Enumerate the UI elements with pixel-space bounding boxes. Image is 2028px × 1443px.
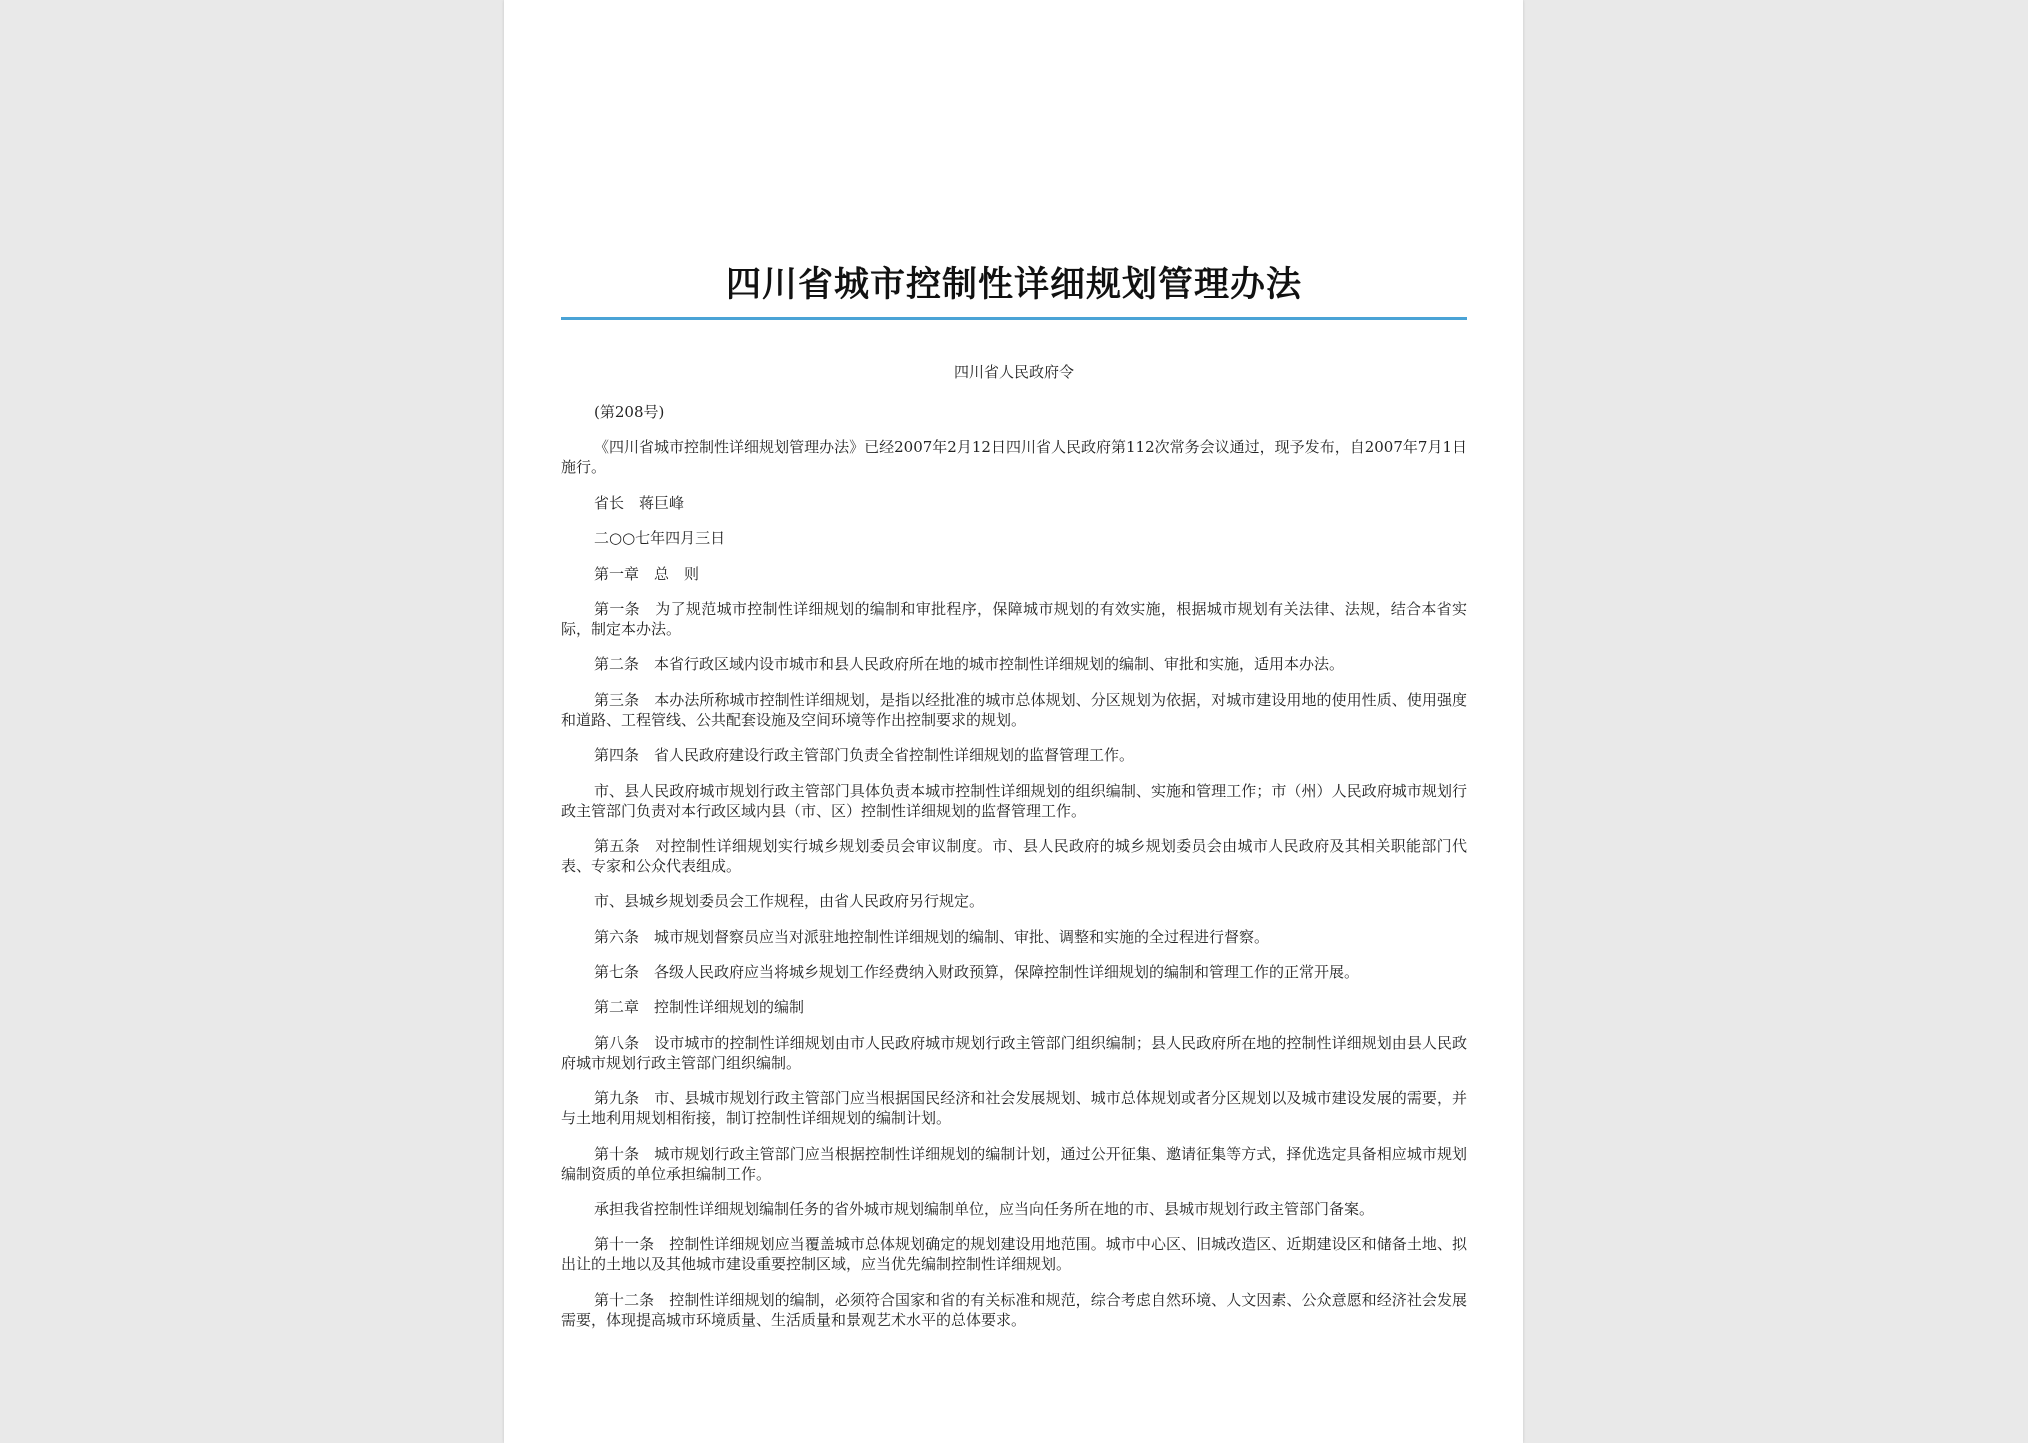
article-paragraph: 第十条 城市规划行政主管部门应当根据控制性详细规划的编制计划，通过公开征集、邀请征集等方式，择优选定具备相应城市规划编制资质的单位承担编制工作。: [561, 1144, 1467, 1183]
chapter-heading: 第一章 总 则: [594, 564, 700, 583]
article-paragraph: 市、县城乡规划委员会工作规程，由省人民政府另行规定。: [594, 892, 985, 911]
chapter-heading: 第二章 控制性详细规划的编制: [594, 998, 805, 1017]
article-paragraph: 第六条 城市规划督察员应当对派驻地控制性详细规划的编制、审批、调整和实施的全过程进行督察。: [594, 927, 1270, 946]
article-paragraph: 第五条 对控制性详细规划实行城乡规划委员会审议制度。市、县人民政府的城乡规划委员会由城市人民政府及其相关职能部门代表、专家和公众代表组成。: [561, 836, 1467, 875]
article-paragraph: 第九条 市、县城市规划行政主管部门应当根据国民经济和社会发展规划、城市总体规划或者分区规划以及城市建设发展的需要，并与土地利用规划相衔接，制订控制性详细规划的编制计划。: [561, 1089, 1467, 1128]
article-paragraph: 第八条 设市城市的控制性详细规划由市人民政府城市规划行政主管部门组织编制；县人民政府所在地的控制性详细规划由县人民政府城市规划行政主管部门组织编制。: [561, 1033, 1467, 1072]
document-page[interactable]: [504, 0, 1523, 1443]
article-paragraph: 第二条 本省行政区域内设市城市和县人民政府所在地的城市控制性详细规划的编制、审批和实施，适用本办法。: [594, 655, 1345, 674]
issue-date: 二○○七年四月三日: [594, 529, 726, 548]
article-paragraph: 市、县人民政府城市规划行政主管部门具体负责本城市控制性详细规划的组织编制、实施和管理工作；市（州）人民政府城市规划行政主管部门负责对本行政区域内县（市、区）控制性详细规划的监督管理工作。: [561, 781, 1467, 820]
issuer-line: 四川省人民政府令: [953, 363, 1074, 381]
article-paragraph: 第一条 为了规范城市控制性详细规划的编制和审批程序，保障城市规划的有效实施，根据城市规划有关法律、法规，结合本省实际，制定本办法。: [561, 599, 1467, 638]
signatory: 省长 蒋巨峰: [594, 493, 685, 512]
decree-number: (第208号): [594, 403, 665, 421]
article-paragraph: 第十一条 控制性详细规划应当覆盖城市总体规划确定的规划建设用地范围。城市中心区、旧城改造区、近期建设区和储备土地、拟出让的土地以及其他城市建设重要控制区域，应当优先编制控制性详细规划。: [561, 1235, 1467, 1274]
article-paragraph: 第三条 本办法所称城市控制性详细规划，是指以经批准的城市总体规划、分区规划为依据，对城市建设用地的使用性质、使用强度和道路、工程管线、公共配套设施及空间环境等作出控制要求的规划。: [561, 690, 1467, 729]
article-paragraph: 第十二条 控制性详细规划的编制，必须符合国家和省的有关标准和规范，综合考虑自然环境、人文因素、公众意愿和经济社会发展需要，体现提高城市环境质量、生活质量和景观艺术水平的总体要求。: [561, 1290, 1467, 1329]
page-content: [561, 264, 1467, 1345]
promulgation-paragraph: 《四川省城市控制性详细规划管理办法》已经2007年2月12日四川省人民政府第112次常务会议通过，现予发布，自2007年7月1日施行。: [561, 438, 1467, 477]
document-title: 四川省城市控制性详细规划管理办法: [725, 265, 1302, 305]
article-paragraph: 承担我省控制性详细规划编制任务的省外城市规划编制单位，应当向任务所在地的市、县城市规划行政主管部门备案。: [594, 1200, 1375, 1219]
article-paragraph: 第七条 各级人民政府应当将城乡规划工作经费纳入财政预算，保障控制性详细规划的编制和管理工作的正常开展。: [594, 963, 1360, 982]
article-paragraph: 第四条 省人民政府建设行政主管部门负责全省控制性详细规划的监督管理工作。: [594, 746, 1135, 765]
title-divider: [561, 317, 1467, 320]
